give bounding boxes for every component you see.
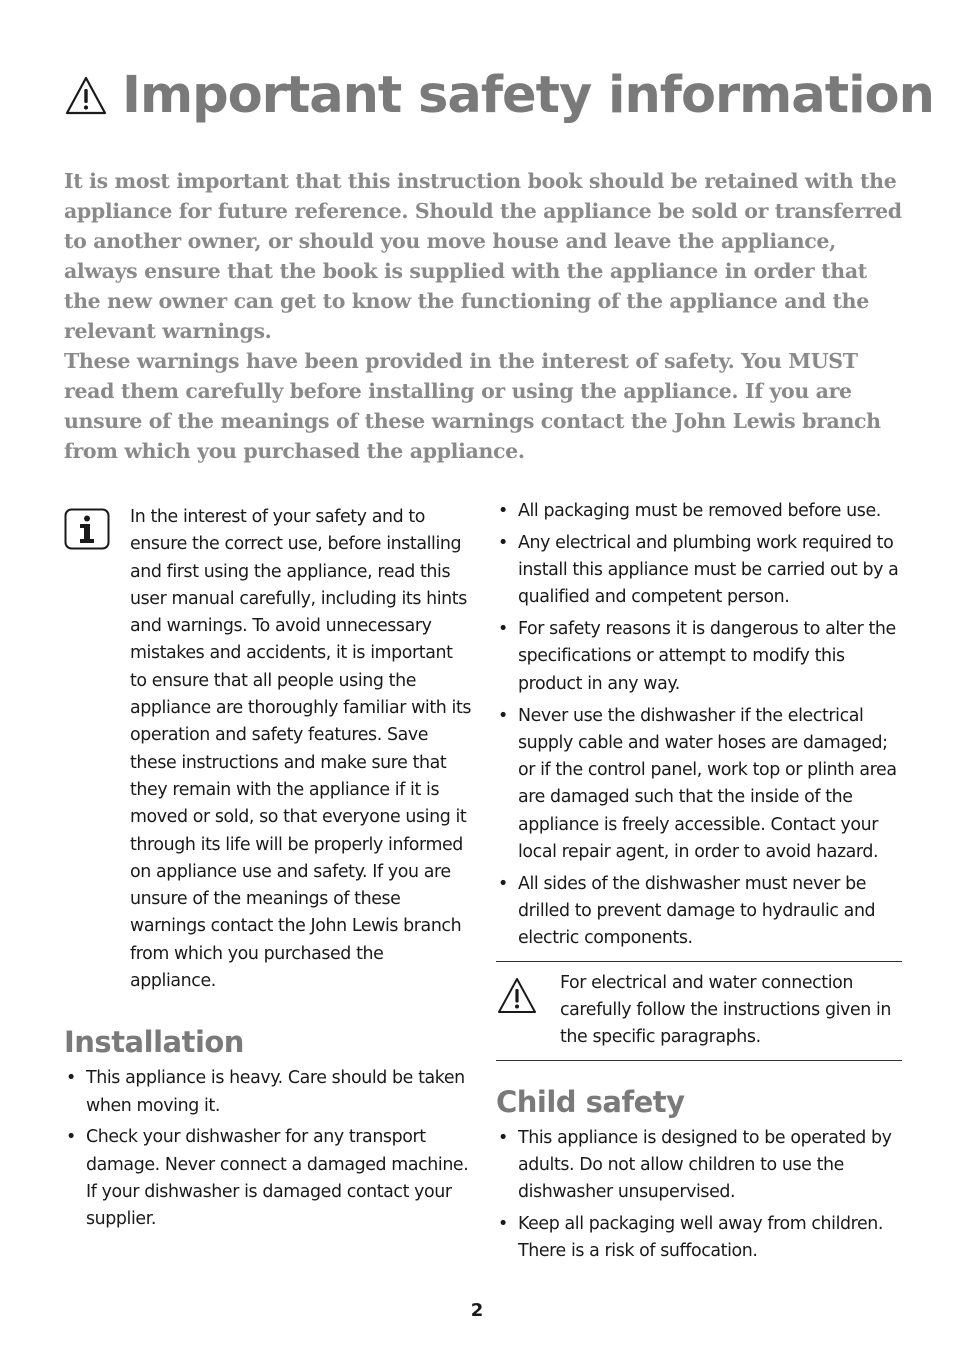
right-column — [496, 498, 902, 1270]
general-safety-list — [496, 498, 902, 953]
info-note-text: In the interest of your safety and to ensure the correct use, before installing and first using the appliance, read this user manual carefully, including its hints and warnings. To avoid unnecessary mistakes and accidents, it is important to ensure that all people using the appliance are thoroughly familiar with its operation and safety features. Save these instructions and make sure that they remain with the appliance if it is moved or sold, so that everyone using it through its life will be properly informed on appliance use and safety. If you are unsure of the meanings of these warnings contact the John Lewis branch from which you purchased the appliance. — [130, 507, 472, 992]
warning-note — [496, 961, 902, 1061]
list-item: • Never use the dishwasher if the electrical supply cable and water hoses are damaged; or if the control panel, work top or plinth area are damaged such that the inside of the appliance is freely accessible. Contact your local repair agent, in order to avoid hazard. — [496, 703, 902, 867]
warning-icon — [64, 74, 108, 118]
child-safety-heading: Child safety — [496, 1084, 685, 1119]
page-title-text: Important safety information — [122, 66, 934, 125]
list-item: • All sides of the dishwasher must never be drilled to prevent damage to hydraulic and electric components. — [496, 871, 902, 953]
warning-note-text: For electrical and water connection carefully follow the instructions given in the specific paragraphs. — [560, 972, 892, 1048]
left-column — [64, 504, 474, 1238]
list-item: • This appliance is designed to be operated by adults. Do not allow children to use the dishwasher unsupervised. — [496, 1125, 902, 1207]
child-safety-list — [496, 1125, 902, 1266]
page-title — [64, 66, 934, 125]
list-item: • All packaging must be removed before use. — [496, 498, 902, 525]
list-item: • This appliance is heavy. Care should be taken when moving it. — [64, 1065, 474, 1120]
list-item: • Any electrical and plumbing work required to install this appliance must be carried out by a qualified and competent person. — [496, 530, 902, 612]
installation-list — [64, 1065, 474, 1233]
installation-heading: Installation — [64, 1025, 244, 1060]
intro-paragraph: It is most important that this instruction book should be retained with the appliance for future reference. Should the appliance be sold or transferred to another owner, or should you move house and leave the appliance, always ensure that the book is supplied with the appliance in order that the new owner can get to know the functioning of the appliance and the relevant warnings. — [64, 169, 902, 343]
intro-section — [64, 166, 904, 466]
list-item: • Keep all packaging well away from children. There is a risk of suffocation. — [496, 1211, 902, 1266]
info-note — [64, 504, 474, 995]
list-item: • Check your dishwasher for any transport damage. Never connect a damaged machine. If your dishwasher is damaged contact your supplier. — [64, 1124, 474, 1233]
intro-paragraph: These warnings have been provided in the interest of safety. You MUST read them carefully before installing or using the appliance. If you are unsure of the meanings of these warnings contact the John Lewis branch from which you purchased the appliance. — [64, 349, 881, 463]
list-item: • For safety reasons it is dangerous to alter the specifications or attempt to modify this product in any way. — [496, 616, 902, 698]
page-number: 2 — [470, 1300, 484, 1321]
info-icon — [64, 508, 110, 550]
warning-icon — [496, 976, 538, 1016]
